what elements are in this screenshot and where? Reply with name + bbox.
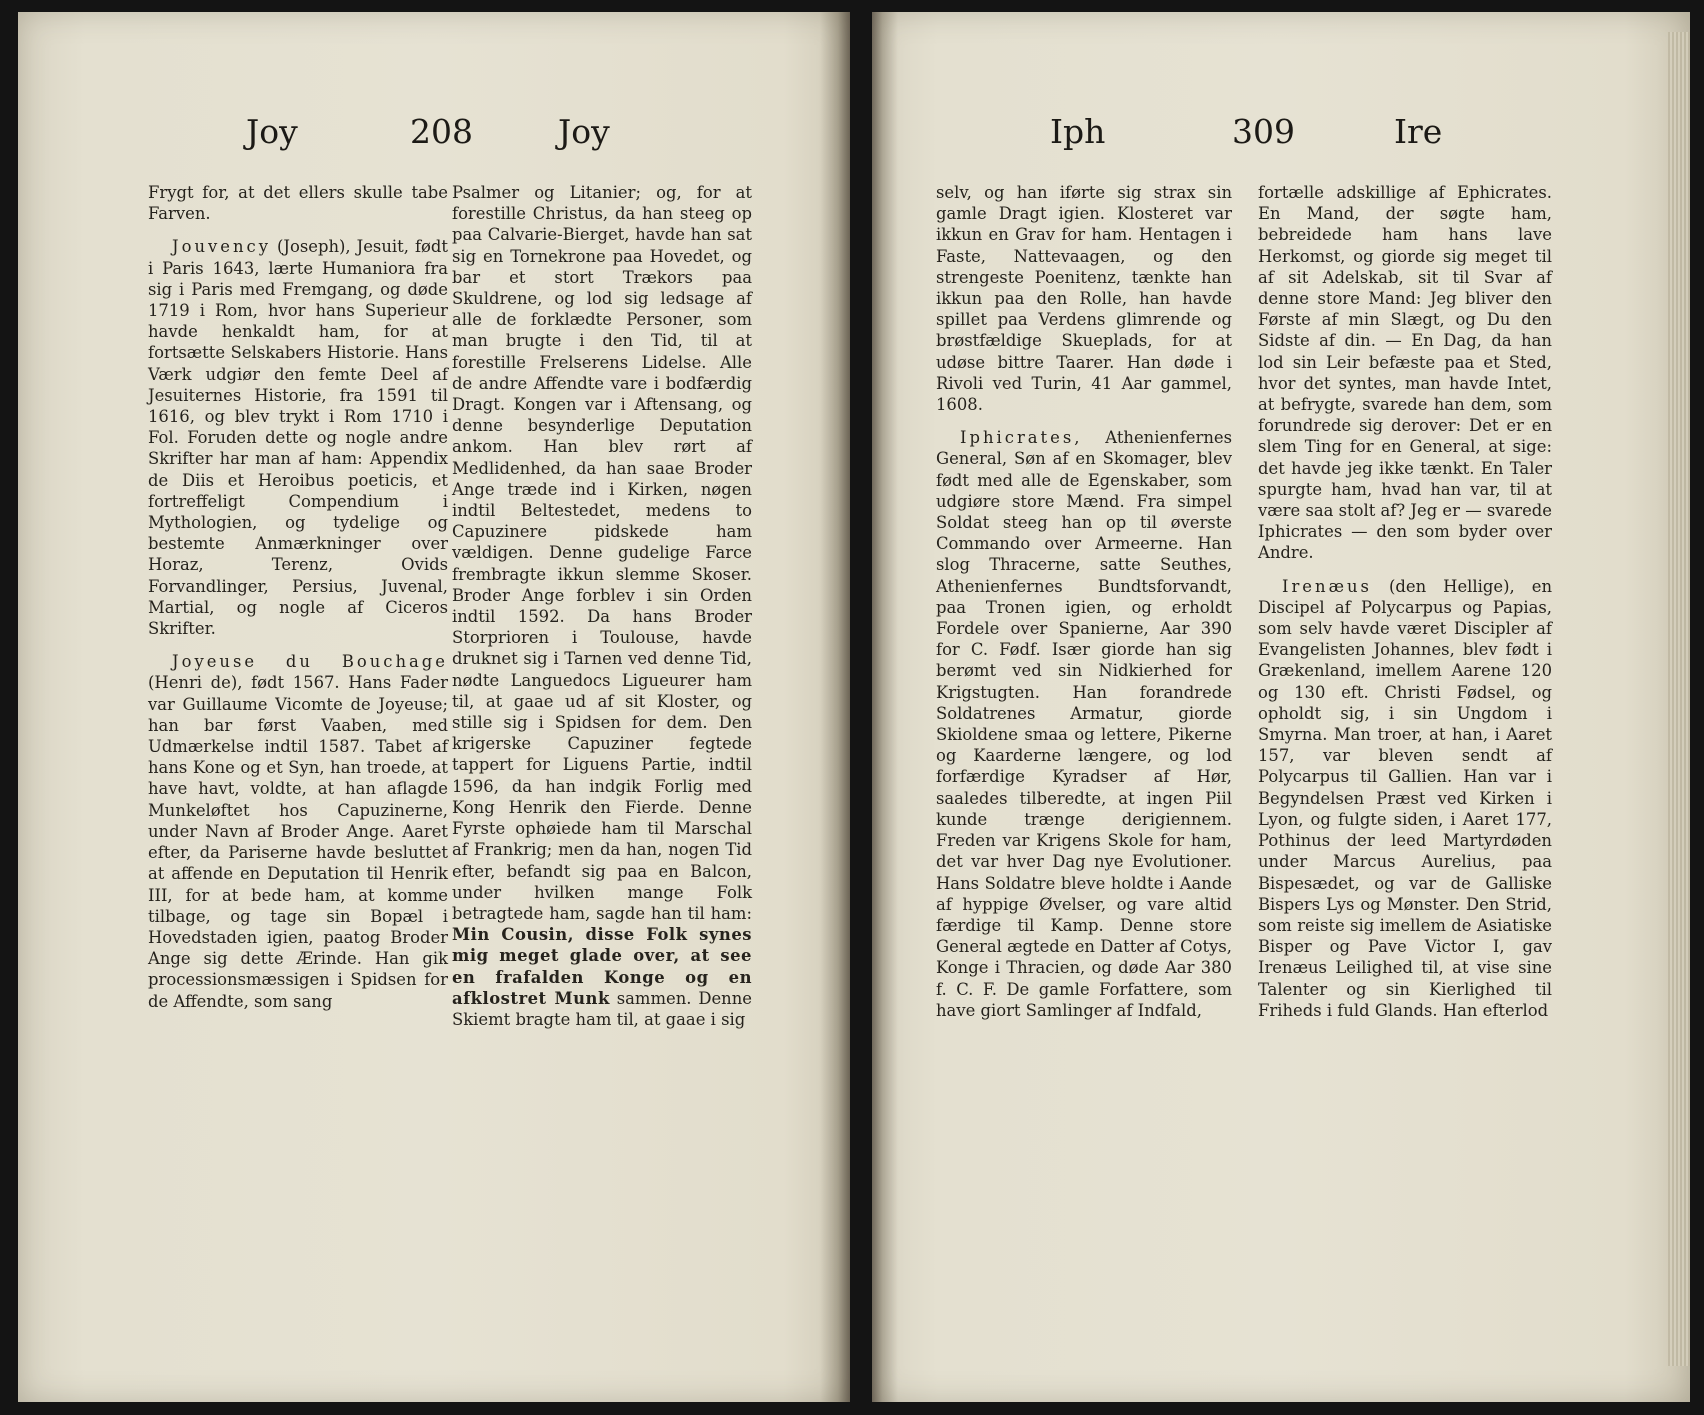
header-guideword-left: Joy bbox=[246, 112, 298, 151]
text-column-right bbox=[452, 182, 752, 1042]
paragraph-text: Frygt for, at det ellers skulle tabe Farven. bbox=[148, 183, 448, 224]
entry-headword: Joyeuse du Bouchage bbox=[172, 652, 448, 672]
text-column-right bbox=[1258, 182, 1552, 1033]
running-header bbox=[872, 112, 1690, 168]
dictionary-entry bbox=[148, 236, 448, 639]
page-number: 309 bbox=[1232, 112, 1295, 151]
dictionary-entry bbox=[148, 651, 448, 1011]
page-number: 208 bbox=[410, 112, 473, 151]
left-page bbox=[18, 12, 850, 1402]
text-column-left bbox=[148, 182, 448, 1024]
entry-headword: Iphicrates bbox=[960, 428, 1075, 448]
right-page bbox=[872, 12, 1690, 1402]
paragraph-text: Psalmer og Litanier; og, for at forestille Christus, da han steeg op paa Calvarie-Bierget, havde han sat sig en Tornekrone paa Hovedet, og bar et stort Trækors paa Skuldrene, og lod sig ledsage af alle de forklædte Personer, som man brugte i den Tid, til at forestille Frelserens Lidelse. Alle de andre Affendte vare i bodfærdig Dragt. Kongen var i Aftensang, og denne besynderlige Deputation ankom. Han blev rørt af Medlidenhed, da han saae Broder Ange træde ind i Kirken, nøgen indtil Beltestedet, medens to Capuzinere pidskede ham vældigen. Denne gudelige Farce frembragte ikkun slemme Skoser. Broder Ange forblev i sin Orden indtil 1592. Da hans Broder Storprioren i Toulouse, havde druknet sig i Tarnen ved denne Tid, nødte Languedocs Ligueurer ham til, at gaae ud af sit Kloster, og stille sig i Spidsen for dem. Den krigerske Capuziner fegtede tappert for Liguens Partie, indtil 1596, da han indgik Forlig med Kong Henrik den Fierde. Denne Fyrste ophøiede ham til Marschal af Frankrig; men da han, nogen Tid efter, befandt sig paa en Balcon, under hvilken mange Folk betragtede ham, sagde han til ham: bbox=[452, 183, 752, 923]
header-guideword-right: Ire bbox=[1394, 112, 1443, 151]
entry-text: (Henri de), født 1567. Hans Fader var Guillaume Vicomte de Joyeuse; han bar først Vaaben, med Udmærkelse indtil 1587. Tabet af hans Kone og et Syn, han troede, at have havt, voldte, at han aflagde Munkeløftet hos Capuzinerne, under Navn af Broder Ange. Aaret efter, da Pariserne havde besluttet at affende en Deputation til Henrik III, for at bede ham, at komme tilbage, og tage sin Bopæl i Hovedstaden igien, paatog Broder Ange sig dette Ærinde. Han gik processionsmæssigen i Spidsen for de Affendte, som sang bbox=[148, 673, 448, 1011]
paragraph bbox=[1258, 182, 1552, 564]
paragraph-text: selv, og han iførte sig strax sin gamle Dragt igien. Klosteret var ikkun en Grav for ham. Hentagen i Faste, Nattevaagen, og den strengeste Poenitenz, tænkte han ikkun paa den Rolle, han havde spillet paa Verdens glimrende og brøstfældige Skueplads, for at udøse bittre Taarer. Han døde i Rivoli ved Turin, 41 Aar gammel, 1608. bbox=[936, 183, 1232, 415]
dictionary-entry bbox=[936, 427, 1232, 1021]
entry-headword: Jouvency bbox=[172, 237, 271, 257]
running-header bbox=[18, 112, 850, 168]
emphasized-quote: Min Cousin, disse Folk synes mig meget glade over, at see en frafalden Konge og en afklostret Munk bbox=[452, 925, 752, 1008]
gutter-shadow bbox=[820, 12, 850, 1402]
header-guideword-left: Iph bbox=[1050, 112, 1106, 151]
paragraph bbox=[148, 182, 448, 224]
paragraph-text: sammen. Denne Skiemt bragte ham til, at gaae i sig bbox=[452, 988, 752, 1029]
gutter-shadow bbox=[872, 12, 898, 1402]
header-guideword-right: Joy bbox=[558, 112, 610, 151]
entry-headword: Irenæus bbox=[1282, 576, 1372, 596]
entry-text: (Joseph), Jesuit, født i Paris 1643, lærte Humaniora fra sig i Paris med Fremgang, og døde 1719 i Rom, hvor hans Superieur havde henkaldt ham, for at fortsætte Selskabers Historie. Hans Værk udgiør den femte Deel af Jesuiternes Historie, fra 1591 til 1616, og blev trykt i Rom 1710 i Fol. Foruden dette og nogle andre Skrifter har man af ham: Appendix de Diis et Heroibus poeticis, et fortreffeligt Compendium i Mythologien, og tydelige og bestemte Anmærkninger over Horaz, Terenz, Ovids Forvandlinger, Persius, Juvenal, Martial, og nogle af Ciceros Skrifter. bbox=[148, 237, 448, 639]
paragraph bbox=[936, 182, 1232, 415]
text-column-left bbox=[936, 182, 1232, 1033]
paragraph-text: fortælle adskillige af Ephicrates. En Mand, der søgte ham, bebreidede ham hans lave Herkomst, og giorde sig meget til af sit Adelskab, sit til Svar af denne store Mand: Jeg bliver den Første af min Slægt, og Du den Sidste af din. — En Dag, da han lod sin Leir befæste paa et Sted, hvor det syntes, man havde Intet, at befrygte, svarede han dem, som forundrede sig derover: Det er en slem Ting for en General, at sige: det havde jeg ikke tænkt. En Taler spurgte ham, hvad han var, til at være saa stolt af? Jeg er — svarede Iphicrates — den som byder over Andre. bbox=[1258, 183, 1552, 563]
dictionary-entry bbox=[1258, 576, 1552, 1021]
entry-text: (den Hellige), en Discipel af Polycarpus og Papias, som selv havde været Discipler af Evangelisten Johannes, blev født i Grækenland, imellem Aarene 120 og 130 eft. Christi Fødsel, og opholdt sig, i sin Ungdom i Smyrna. Man troer, at han, i Aaret 157, var bleven sendt af Polycarpus til Gallien. Han var i Begyndelsen Præst ved Kirken i Lyon, og fulgte siden, i Aaret 177, Pothinus der leed Martyrdøden under Marcus Aurelius, paa Bispesædet, og var de Galliske Bispers Lys og Mønster. Den Strid, som reiste sig imellem de Asiatiske Bisper og Pave Victor I, gav Irenæus Leilighed til, at vise sine Talenter og sin Kierlighed til Friheds i fuld Glands. Han efterlod bbox=[1258, 576, 1552, 1020]
entry-text: , Athenienfernes General, Søn af en Skomager, blev født med alle de Egenskaber, som udgiøre store Mænd. Fra simpel Soldat steeg han op til øverste Commando over Armeerne. Han slog Thracerne, satte Seuthes, Athenienfernes Bundtsforvandt, paa Tronen igien, og erholdt Fordele over Spanierne, Aar 390 for C. Fødf. Især giorde han sig berømt ved sin Nidkierhed for Krigstugten. Han forandrede Soldatrenes Armatur, giorde Skioldene smaa og lettere, Pikerne og Kaarderne længere, og lod forfærdige Kyradser af Hør, saaledes tilberedte, at ingen Piil kunde trænge derigiennem. Freden var Krigens Skole for ham, det var hver Dag nye Evolutioner. Hans Soldatre bleve holdte i Aande af hyppige Øvelser, og vare altid færdige til Kamp. Denne store General ægtede en Datter af Cotys, Konge i Thracien, og døde Aar 380 f. C. F. De gamle Forfattere, som have giort Samlinger af Indfald, bbox=[936, 428, 1232, 1020]
paragraph bbox=[452, 182, 752, 1030]
page-edge bbox=[1668, 32, 1690, 1366]
